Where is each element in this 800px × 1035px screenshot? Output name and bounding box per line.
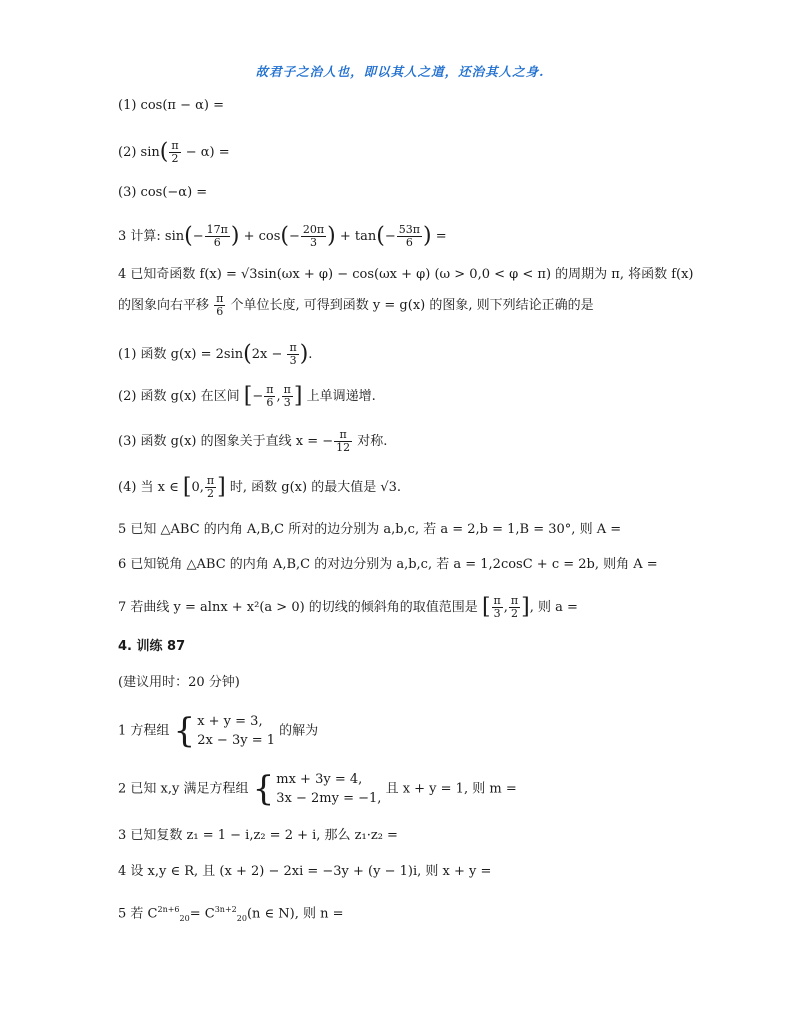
q1-part2-fraction: [169, 140, 180, 165]
fraction-numerator: π: [171, 139, 179, 152]
training-q1-label: 1 方程组: [118, 723, 170, 739]
q4-statement-line2: 的图象向右平移 $\frac{\pi}{6}$ 个单位长度, 可得到函数 y = g(x) 的图象, 则下列结论正确的是: [118, 292, 594, 318]
q4-statement-line1: 4 已知奇函数 f(x) = √3sin(ωx + φ) − cos(ωx + φ) (ω > 0,0 < φ < π) 的周期为 π, 将函数 f(x): [118, 267, 694, 282]
training-q2-label: 2 已知 x,y 满足方程组: [118, 781, 249, 797]
q7: 7 若曲线 y = alnx + x²(a > 0) 的切线的倾斜角的取值范围是 [ $\frac{\pi}{3}$ , $\frac{\pi}{2}$ ], 则 a =: [118, 594, 578, 620]
q4-option1-text: (1) 函数 g(x) = 2sin: [118, 347, 244, 362]
q4-conclusion-text: 个单位长度, 可得到函数 y = g(x) 的图象, 则下列结论正确的是: [230, 298, 594, 313]
training-q2: 2 已知 x,y 满足方程组 { mx + 3y = 4, 3x − 2my = −1, 且 x + y = 1, 则 m =: [118, 769, 517, 809]
q4-option4: (4) 当 x ∈ [0, $\frac{\pi}{2}$ ] 时, 函数 g(x) 的最大值是 √3.: [118, 474, 402, 500]
q4-option2: (2) 函数 g(x) 在区间 [− $\frac{\pi}{6}$ , $\frac{\pi}{3}$ ] 上单调递增.: [118, 383, 376, 409]
q7-text: 7 若曲线 y = alnx + x²(a > 0) 的切线的倾斜角的取值范围是: [118, 600, 478, 615]
section-hint: (建议用时：20 分钟): [118, 675, 240, 690]
q4-option2-text: (2) 函数 g(x) 在区间: [118, 389, 240, 404]
q7-suffix: , 则 a =: [529, 600, 578, 615]
training-q4: 4 设 x,y ∈ R, 且 (x + 2) − 2xi = −3y + (y − 1)i, 则 x + y =: [118, 864, 492, 879]
motto-header: 故君子之治人也，即以其人之道，还治其人之身.: [255, 64, 545, 79]
training-q5: 5 若 $C^{2n+6}_{20}= C^{3n+2}_{20}(n$ ∈ N), 则 n =: [118, 905, 344, 923]
q4-option4-text: (4) 当 x ∈: [118, 480, 179, 495]
q4-option4-suffix: 时, 函数 g(x) 的最大值是 √3.: [229, 480, 402, 495]
q4-option3-suffix: 对称.: [357, 434, 388, 449]
training-q1: 1 方程组 { x + y = 3, 2x − 3y = 1 的解为: [118, 711, 319, 751]
training-q3: 3 已知复数 z₁ = 1 − i,z₂ = 2 + i, 那么 z₁·z₂ =: [118, 828, 398, 843]
q1-part1: (1) cos(π − α) =: [118, 98, 224, 113]
q1-part2-prefix: (2) sin: [118, 145, 160, 160]
q1-part3: (3) cos(−α) =: [118, 185, 208, 200]
q6: 6 已知锐角 △ABC 的内角 A,B,C 的对边分别为 a,b,c, 若 a = 1,2cosC + c = 2b, 则角 A =: [118, 557, 658, 572]
q4-option3: (3) 函数 g(x) 的图象关于直线 x = − $\frac{\pi}{12}$ 对称.: [118, 428, 388, 454]
q1-part2: (2) sin( $\frac{\pi}{2}$ − α) =: [118, 139, 230, 165]
q3-label: 3 计算:: [118, 229, 161, 244]
q4-shift-text: 的图象向右平移: [118, 298, 210, 313]
training-q1-suffix: 的解为: [279, 723, 319, 739]
q3: 3 计算: sin(− $\frac{17\pi}{6}$ ) + cos(− $\frac{20\pi}{3}$ ) + tan(− $\frac{53\pi}{6}$ ) =: [118, 223, 447, 249]
q4-option2-suffix: 上单调递增.: [306, 389, 376, 404]
q1-part2-suffix: − α) =: [185, 145, 230, 160]
training-q2-suffix: 且 x + y = 1, 则 m =: [385, 781, 517, 797]
section-title: 4. 训练 87: [118, 639, 186, 654]
q5: 5 已知 △ABC 的内角 A,B,C 所对的边分别为 a,b,c, 若 a = 2,b = 1,B = 30°, 则 A =: [118, 522, 622, 537]
q4-option1: (1) 函数 g(x) = 2sin(2x − $\frac{\pi}{3}$ ).: [118, 341, 313, 367]
q4-option3-text: (3) 函数 g(x) 的图象关于直线 x = −: [118, 434, 334, 449]
fraction-denominator: 2: [171, 152, 179, 165]
equation-system-2: mx + 3y = 4, 3x − 2my = −1,: [276, 772, 382, 806]
equation-system-1: x + y = 3, 2x − 3y = 1: [197, 714, 275, 748]
